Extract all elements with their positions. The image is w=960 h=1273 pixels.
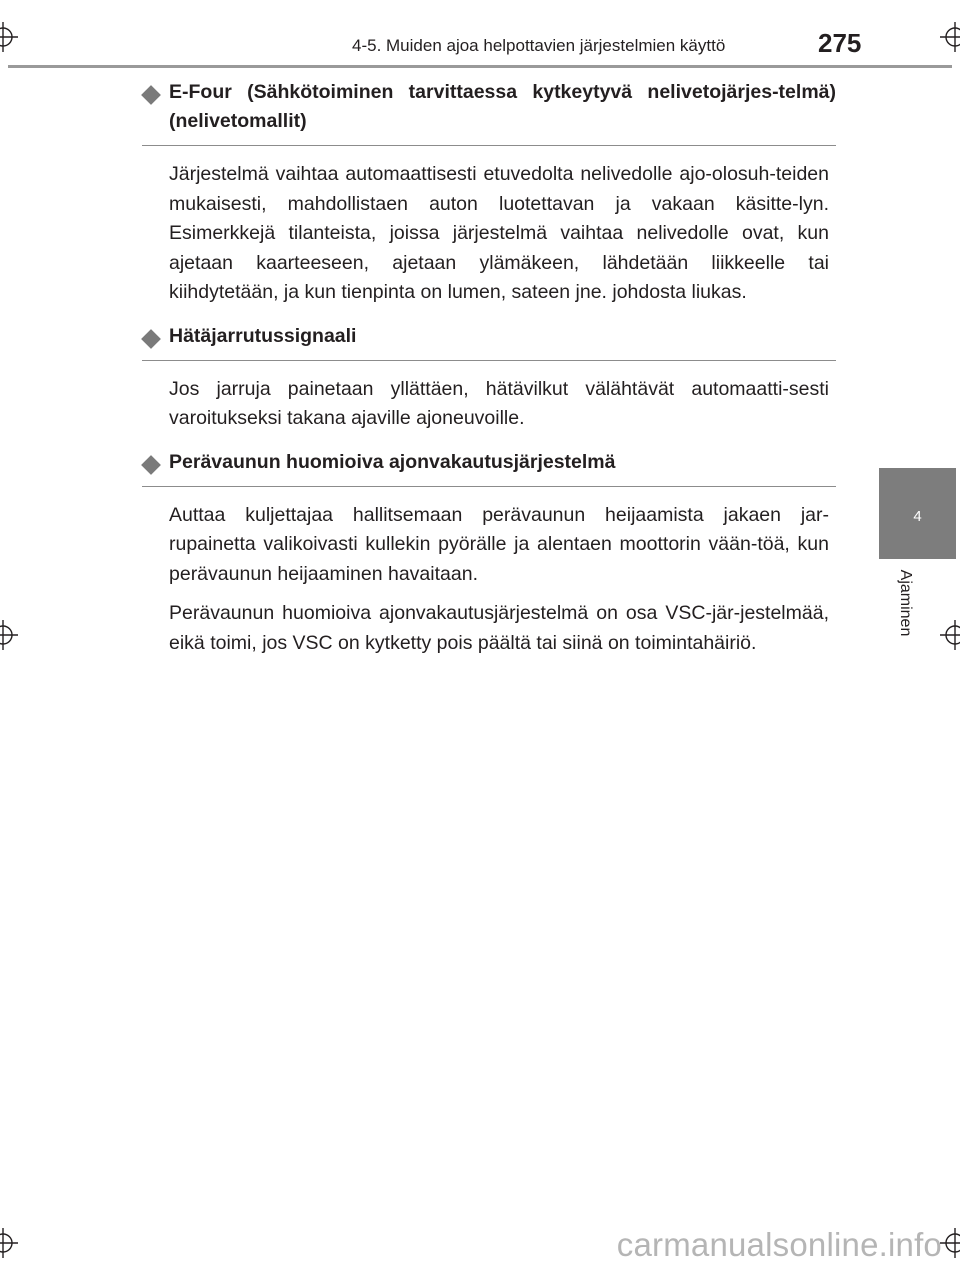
header-rule xyxy=(8,65,952,68)
page-number: 275 xyxy=(818,28,862,58)
section-title: 4-5. Muiden ajoa helpottavien järjestelmien käyttö xyxy=(352,36,726,55)
heading-rule xyxy=(142,360,836,361)
section-trailer-sway-control xyxy=(142,448,836,659)
section-heading-row xyxy=(142,78,836,136)
chapter-number: 4 xyxy=(913,508,922,525)
registration-mark-icon xyxy=(940,1228,960,1258)
page-header xyxy=(0,0,960,72)
watermark: carmanualsonline.info xyxy=(616,1226,942,1263)
section-heading-row xyxy=(142,322,836,351)
registration-mark-icon xyxy=(0,620,18,650)
section-heading: E-Four (Sähkötoiminen tarvittaessa kytkeytyvä nelivetojärjes-telmä) (nelivetomallit) xyxy=(169,81,836,132)
registration-mark-icon xyxy=(940,620,960,650)
section-heading: Perävaunun huomioiva ajonvakautusjärjestelmä xyxy=(169,450,616,473)
main-content xyxy=(142,78,836,658)
section-paragraph: Järjestelmä vaihtaa automaattisesti etuvedolta nelivedolle ajo-olosuh-teiden mukaisesti, mahdollistaen auton luotettavan ja vakaan käsitte-lyn. Esimerkkejä tilanteista, joissa järjestelmä vaihtaa nelivedolle ovat, kun ajetaan kaarteeseen, ajetaan ylämäkeen, lähdetään liikkeelle tai kiihdytetään, ja kun tienpinta on lumen, sateen jne. johdosta liukas. xyxy=(169,163,829,303)
diamond-bullet-icon xyxy=(141,329,161,349)
section-e-four xyxy=(142,78,836,308)
section-paragraph: Auttaa kuljettajaa hallitsemaan perävaunun heijaamista jakaen jar-rupainetta valikoivasti kullekin pyörälle ja alentaen moottorin vään-töä, kun perävaunun heijaaminen havaitaan. xyxy=(169,503,829,585)
chapter-label-text: Ajaminen xyxy=(897,569,914,637)
section-paragraph: Jos jarruja painetaan yllättäen, hätävilkut välähtävät automaatti-sesti varoitukseksi takana ajaville ajoneuvoille. xyxy=(169,377,829,429)
heading-rule xyxy=(142,145,836,146)
section-heading-row xyxy=(142,448,836,477)
chapter-tab xyxy=(879,468,956,559)
section-heading: Hätäjarrutussignaali xyxy=(169,324,357,347)
registration-mark-icon xyxy=(0,1228,18,1258)
chapter-label xyxy=(893,558,917,658)
diamond-bullet-icon xyxy=(141,455,161,475)
heading-rule xyxy=(142,486,836,487)
section-emergency-brake-signal xyxy=(142,322,836,434)
section-paragraph: Perävaunun huomioiva ajonvakautusjärjestelmä on osa VSC-jär-jestelmää, eikä toimi, jos VSC on kytketty pois päältä tai siinä on toimintahäiriö. xyxy=(169,602,829,654)
diamond-bullet-icon xyxy=(141,85,161,105)
